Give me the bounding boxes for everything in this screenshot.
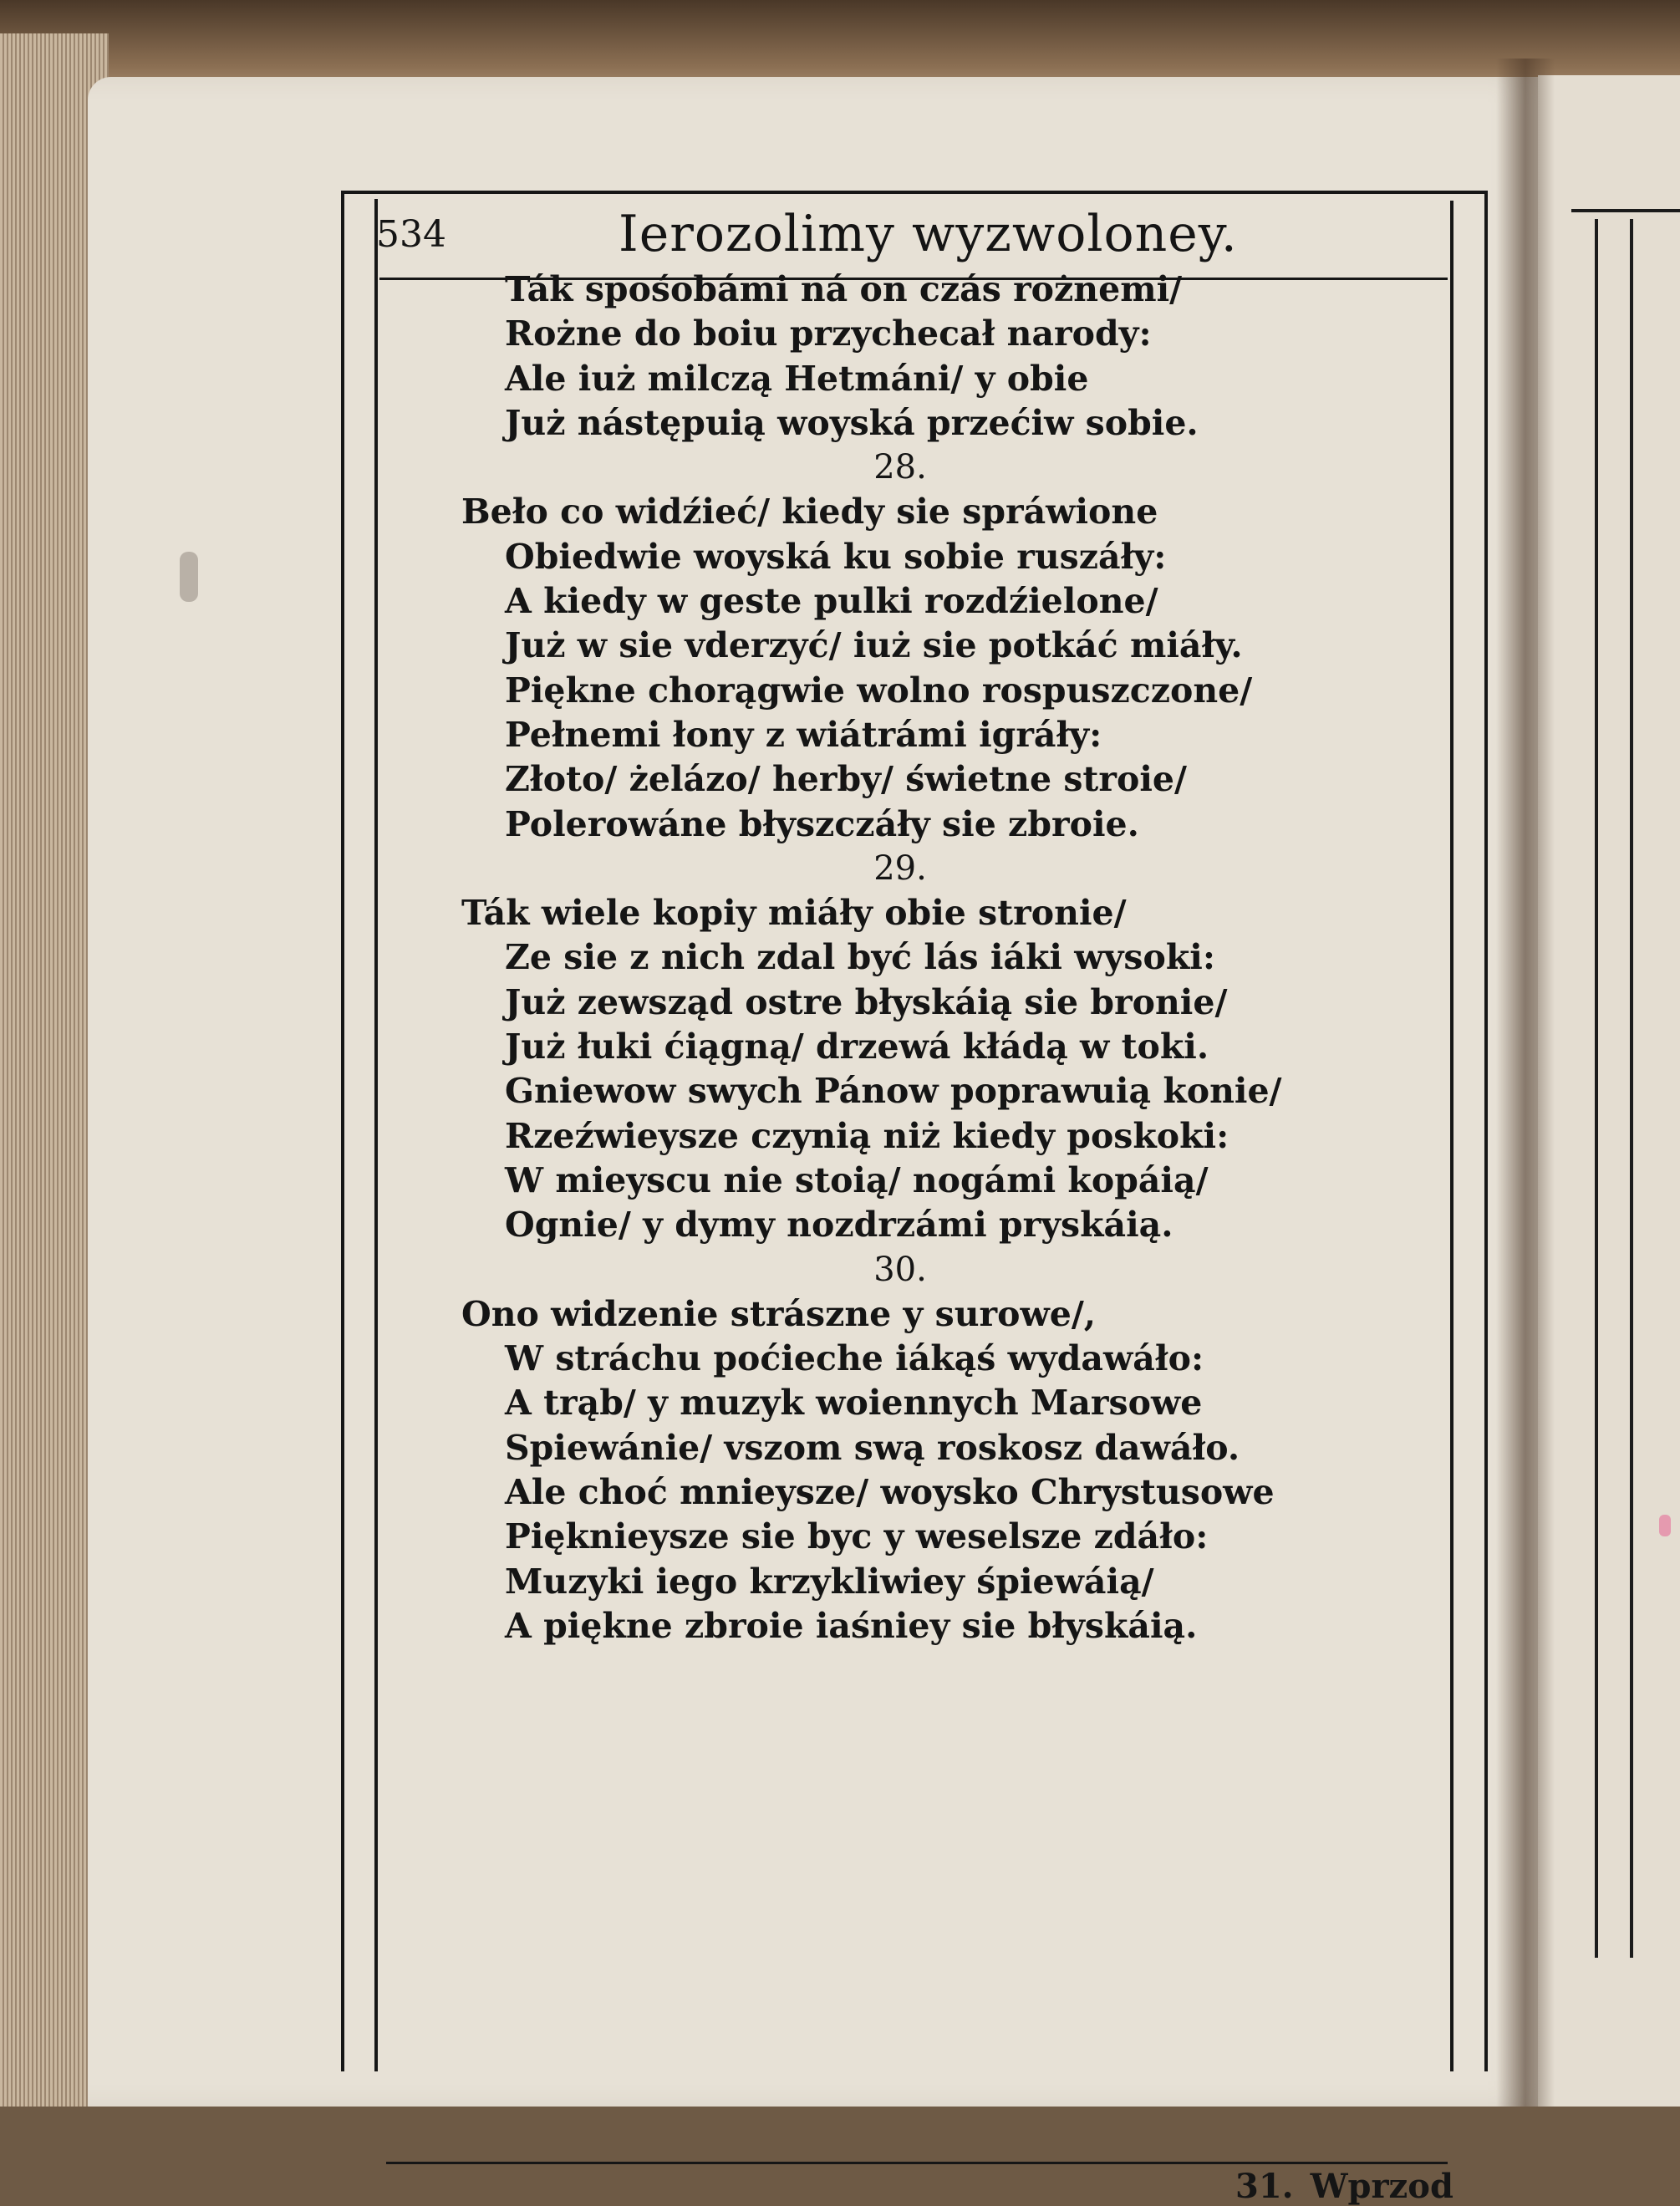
verse-line: W mieyscu nie stoią/ nogámi kopáią/ [505,1159,1209,1200]
right-page-frame-rule [1571,209,1680,212]
verse-line: Piękne chorągwie wolno rospuszczone/ [505,670,1253,711]
verse-line: Ták spośobámi ná on czás rożnemi/ [505,269,1183,309]
catchword [1235,2167,1470,2206]
book-gutter [1496,59,1555,2107]
catchword-word: Wprzod [1310,2167,1453,2206]
frame-rule-left-outer [341,191,344,2071]
verse-line: Już zewsząd ostre błyskáią sie bronie/ [505,981,1228,1022]
right-page-frame-rule [1630,219,1633,1958]
verse-line: Rożne do boiu przychecał narody: [505,313,1152,354]
running-title: Ierozolimy wyzwoloney. [619,205,1238,263]
frame-rule-top [341,191,1488,194]
stanza-number: 28. [873,448,927,487]
verse-line: Już łuki ćiągną/ drzewá kłádą w toki. [505,1027,1209,1067]
verse-line: Pełnemi łony z wiátrámi igráły: [505,714,1102,755]
verse-line: Ognie/ y dymy nozdrzámi pryskáią. [505,1205,1173,1246]
verse-line: Beło co widźieć/ kiedy sie spráwione [461,492,1158,532]
verse-line: Ták wiele kopiy miáły obie stronie/ [461,893,1127,934]
verse-line: Już nástępuią woyská przećiw sobie. [505,402,1199,443]
verse-line: Ono widzenie strászne y surowe/, [461,1293,1097,1334]
stanza-number: 29. [873,848,927,888]
frame-rule-right-inner [1450,201,1453,2071]
verse-line: Gniewow swych Pánow poprawuią konie/ [505,1071,1282,1112]
footer-rule [386,2162,1448,2164]
verse-line: Złoto/ żelázo/ herby/ świetne stroie/ [505,759,1187,800]
verse-line: Już w sie vderzyć/ iuż sie potkáć miáły. [505,625,1243,666]
verse-line: W stráchu poćieche iákąś wydawáło: [505,1338,1204,1379]
right-page-frame-rule [1595,219,1598,1958]
verse-line: Rzeźwieysze czynią niż kiedy poskoki: [505,1115,1229,1156]
verse-line: Obiedwie woyská ku sobie ruszáły: [505,536,1167,577]
ink-stain [1659,1515,1671,1536]
paper-stain [180,552,198,602]
verse-line: Muzyki iego krzykliwiey śpiewáią/ [505,1561,1154,1602]
verse-line: A piękne zbroie iaśniey sie błyskáią. [505,1605,1198,1646]
frame-rule-right-outer [1484,194,1488,2071]
verse-body [461,267,1439,1648]
verse-line: Ale iuż milczą Hetmáni/ y obie [505,358,1089,399]
frame-rule-left-inner [374,199,378,2071]
verse-line: Spiewánie/ vszom swą roskosz dawáło. [505,1427,1240,1468]
verse-line: Ze sie z nich zdal być lás iáki wysoki: [505,937,1215,978]
page-number: 534 [376,213,446,256]
verse-line: Pięknieysze sie byc y weselsze zdáło: [505,1516,1209,1557]
verse-line: A trąb/ y muzyk woiennych Marsowe [505,1383,1203,1424]
stanza-number: 30. [873,1250,927,1289]
verse-line: Polerowáne błyszczáły sie zbroie. [505,803,1139,844]
verse-line: Ale choć mnieysze/ woysko Chrystusowe [505,1472,1275,1513]
right-page [1538,75,1680,2107]
verse-line: A kiedy w geste pulki rozdźielone/ [505,581,1158,622]
catchword-stanza: 31. [1235,2167,1294,2206]
